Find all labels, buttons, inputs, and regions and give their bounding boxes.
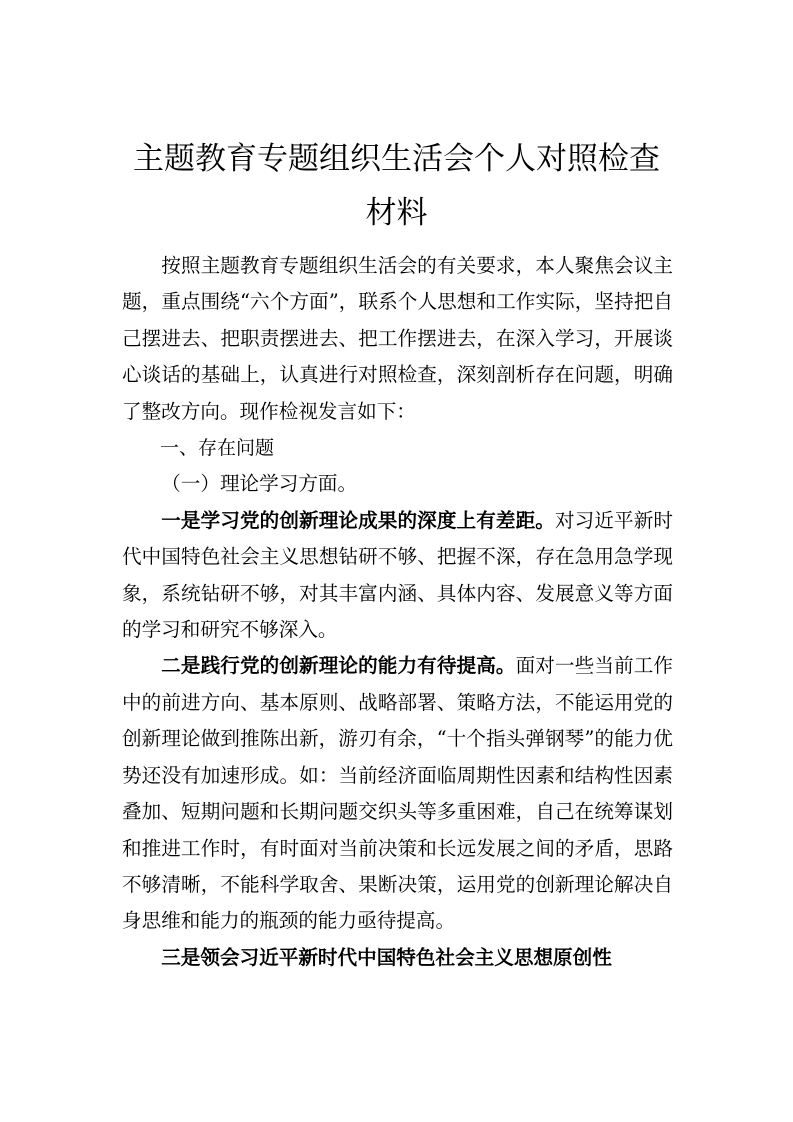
point-3-lead: 三是领会习近平新时代中国特色社会主义思想原创性: [161, 945, 612, 969]
point-2-lead: 二是践行党的创新理论的能力有待提高。: [161, 654, 516, 678]
document-title: 主题教育专题组织生活会个人对照检查材料: [133, 141, 660, 231]
subsection-heading-theory: （一）理论学习方面。: [161, 472, 358, 496]
intro-paragraph: 按照主题教育专题组织生活会的有关要求，本人聚焦会议主题，重点围绕“六个方面”，联系个人思想和工作实际，坚持把自己摆进去、把职责摆进去、把工作摆进去，在深入学习，开展谈心谈话的基础上，认真进行对照检查，深刻剖析存在问题，明确了整改方向。现作检视发言如下：: [122, 254, 673, 423]
point-1-paragraph: [122, 503, 673, 649]
point-1-lead: 一是学习党的创新理论成果的深度上有差距。: [161, 508, 555, 532]
section-heading-problems: 一、存在问题: [160, 437, 275, 460]
point-2-paragraph: [122, 648, 673, 939]
document-body: [122, 248, 673, 976]
point-2-text: 面对一些当前工作中的前进方向、基本原则、战略部署、策略方法，不能运用党的创新理论做到推陈出新，游刃有余，“十个指头弹钢琴”的能力优势还没有加速形成。如：当前经济面临周期性因素和结构性因素叠加、短期问题和长期问题交织头等多重困难，自己在统筹谋划和推进工作时，有时面对当前决策和长远发展之间的矛盾，思路不够清晰，不能科学取舍、果断决策，运用党的创新理论解决自身思维和能力的瓶颈的能力亟待提高。: [122, 654, 674, 933]
point-1-text: 对习近平新时代中国特色社会主义思想钻研不够、把握不深，存在急用急学现象，系统钻研不够，对其丰富内涵、具体内容、发展意义等方面的学习和研究不够深入。: [122, 508, 674, 642]
point-3-paragraph: [122, 940, 673, 976]
